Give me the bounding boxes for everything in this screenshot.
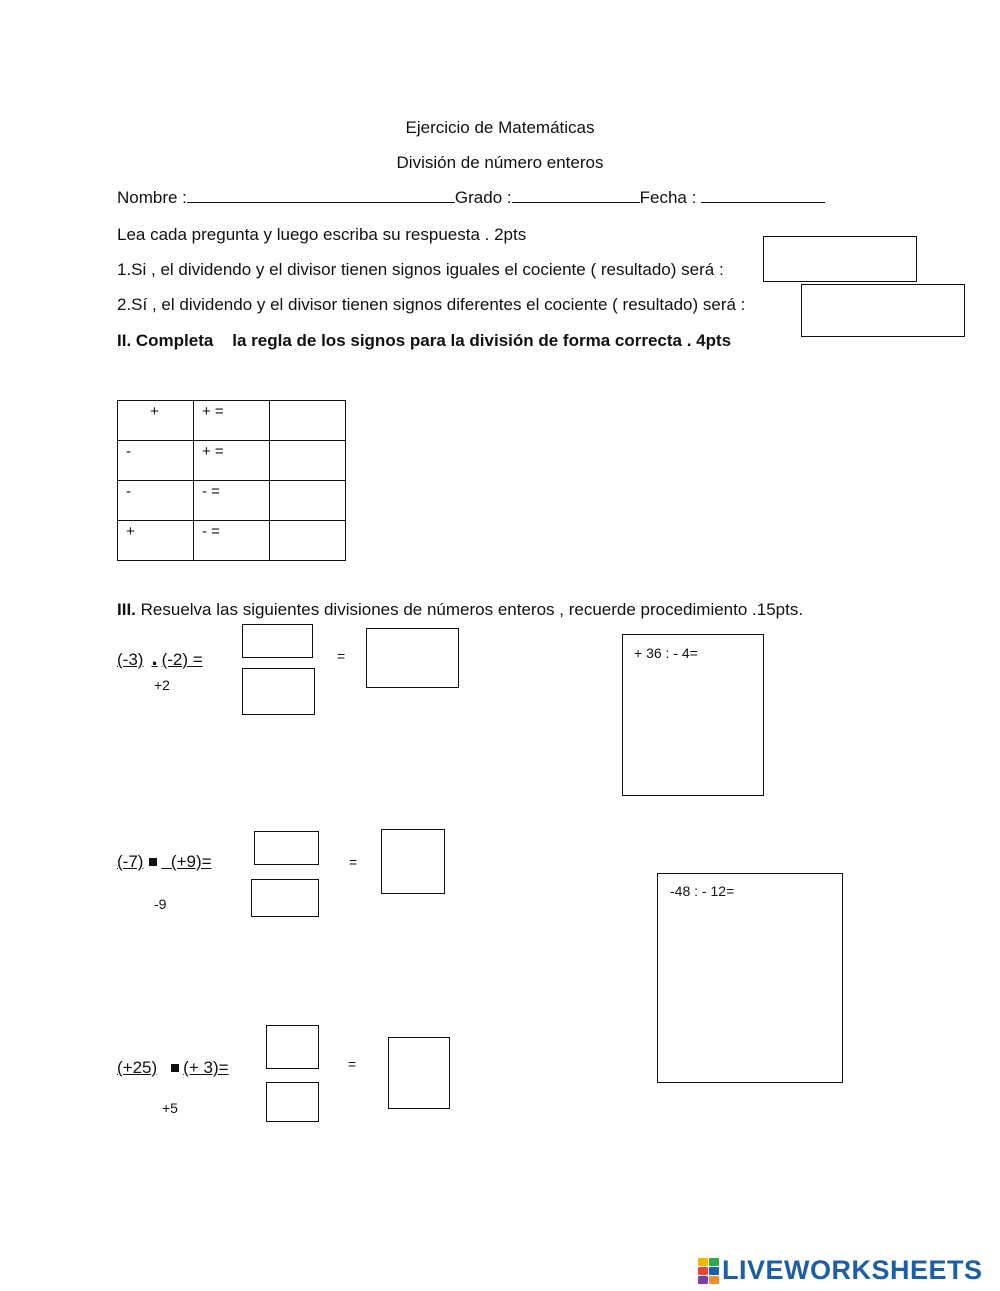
problem-2-left: (-7) (117, 852, 144, 871)
problem-3-result-box[interactable] (388, 1037, 450, 1109)
sign-cell: + = (194, 401, 270, 441)
work-box-2[interactable] (657, 873, 843, 1083)
problem-3-equals: = (348, 1056, 357, 1072)
problem-1-denominator-box[interactable] (242, 668, 315, 715)
table-row (118, 481, 346, 521)
fecha-field[interactable] (701, 188, 825, 203)
problem-2-denominator-box[interactable] (251, 879, 319, 917)
work-box-2-label: -48 : - 12= (670, 883, 735, 899)
problem-2-divisor: -9 (154, 896, 167, 912)
sign-cell: + (118, 401, 194, 441)
grado-label: Grado : (454, 188, 512, 207)
problem-1-expression: (-3) . (-2) = (117, 645, 203, 670)
table-row (118, 521, 346, 561)
problem-3-left: (+25) (117, 1058, 158, 1077)
sign-cell: - = (194, 521, 270, 561)
worksheet-subtitle: División de número enteros (396, 153, 604, 172)
problem-3-denominator-box[interactable] (266, 1082, 319, 1122)
table-row (118, 441, 346, 481)
fecha-label: Fecha : (639, 188, 697, 207)
problem-2-result-box[interactable] (381, 829, 445, 894)
section2-heading-a: II. Completa (117, 331, 214, 350)
sign-cell: - (118, 481, 194, 521)
problem-1-divisor: +2 (154, 677, 170, 693)
liveworksheets-logo-icon (698, 1258, 719, 1284)
sign-cell: - (118, 441, 194, 481)
sign-cell: - = (194, 481, 270, 521)
problem-1-equals: = (337, 648, 346, 664)
nombre-field[interactable] (187, 188, 455, 203)
sign-answer-cell[interactable] (270, 401, 346, 441)
sign-cell: + (118, 521, 194, 561)
problem-2-numerator-box[interactable] (254, 831, 319, 865)
question-1-text: 1.Si , el dividendo y el divisor tienen signos iguales el cociente ( resultado) será : (117, 260, 724, 279)
problem-3-divisor: +5 (162, 1100, 178, 1116)
section1-instruction: Lea cada pregunta y luego escriba su respuesta . 2pts (117, 225, 527, 244)
section3-heading (117, 600, 803, 620)
sign-answer-cell[interactable] (270, 441, 346, 481)
problem-3-expression (117, 1058, 229, 1078)
problem-3-numerator-box[interactable] (266, 1025, 319, 1069)
liveworksheets-logo (698, 1255, 983, 1286)
problem-1-right: (-2) = (161, 650, 203, 669)
problem-1-left: (-3) (117, 650, 144, 669)
work-box-1-label: + 36 : - 4= (634, 645, 698, 661)
sign-answer-cell[interactable] (270, 521, 346, 561)
problem-1-numerator-box[interactable] (242, 624, 313, 658)
sign-answer-cell[interactable] (270, 481, 346, 521)
grado-field[interactable] (512, 188, 640, 203)
section3-heading-number: III. (117, 600, 136, 619)
section3-heading-text: Resuelva las siguientes divisiones de números enteros , recuerde procedimiento .15pts. (140, 600, 804, 619)
question-2-answer-box[interactable] (801, 284, 965, 337)
student-info-line (117, 188, 825, 208)
problem-2-expression (117, 852, 212, 872)
work-box-1[interactable] (622, 634, 764, 796)
problem-2-right: (+9)= (170, 852, 212, 871)
table-row (118, 401, 346, 441)
section2-heading-b: la regla de los signos para la división de forma correcta . 4pts (232, 331, 732, 350)
sign-cell: + = (194, 441, 270, 481)
problem-3-right: (+ 3)= (183, 1058, 229, 1077)
question-1-answer-box[interactable] (763, 236, 917, 282)
liveworksheets-logo-text: LIVEWORKSHEETS (722, 1255, 983, 1285)
problem-1-result-box[interactable] (366, 628, 459, 688)
question-2-text: 2.Sí , el dividendo y el divisor tienen signos diferentes el cociente ( resultado) será : (117, 295, 746, 314)
nombre-label: Nombre : (117, 188, 187, 207)
problem-2-equals: = (349, 854, 358, 870)
worksheet-title: Ejercicio de Matemáticas (405, 118, 595, 137)
section2-heading (117, 331, 731, 351)
sign-rules-table (117, 400, 346, 561)
